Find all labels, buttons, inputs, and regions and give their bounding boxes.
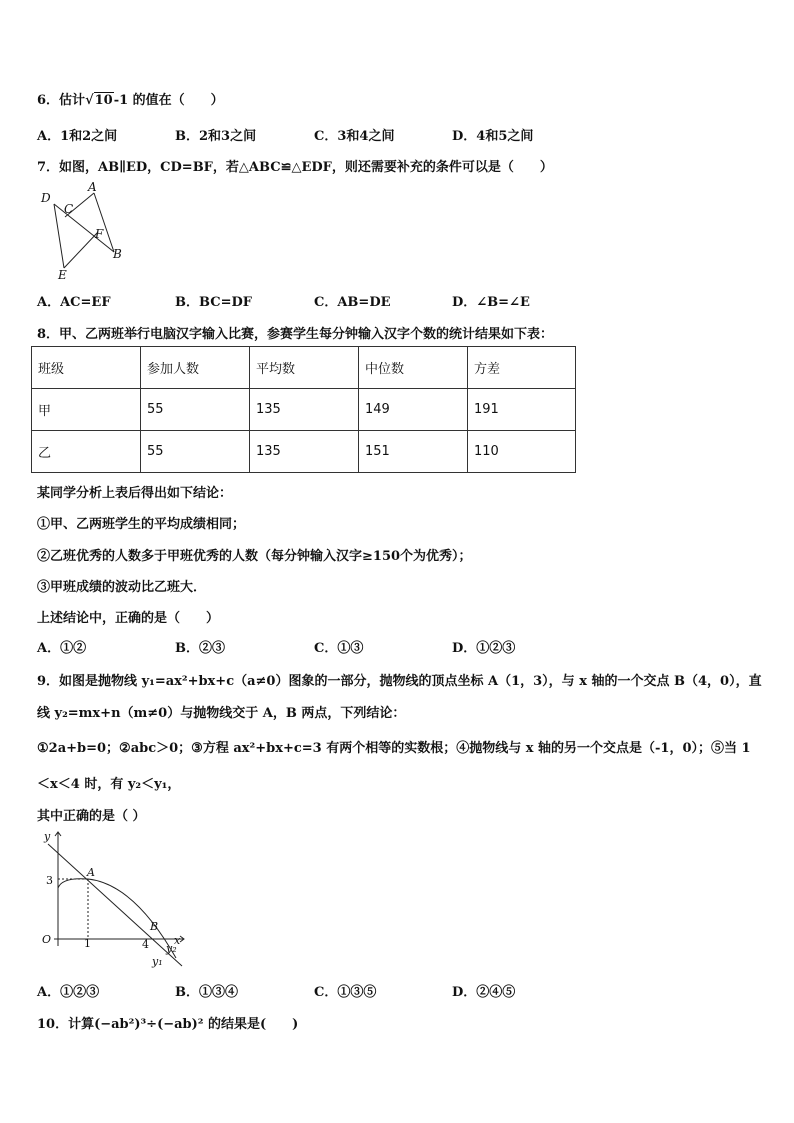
q8-option-a[interactable]: A．①② xyxy=(37,641,87,656)
label-point-a: A xyxy=(87,866,95,879)
q10-stem: 10．计算(−ab²)³÷(−ab)² 的结果是( ) xyxy=(37,1017,299,1032)
label-a: A xyxy=(88,180,97,194)
q6-stem-after: -1 的值在（ ） xyxy=(113,93,224,108)
label-axis-x: x xyxy=(174,934,181,947)
q8-conclusion-1: ①甲、乙两班学生的平均成绩相同； xyxy=(37,517,246,532)
table-header-row xyxy=(32,347,576,389)
q9-stem-line3: ①2a+b=0；②abc＞0；③方程 ax²+bx+c=3 有两个相等的实数根；④抛物线与 x 轴的另一个交点是（-1，0）；⑤当 1 xyxy=(37,741,751,756)
q9-parabola-graph xyxy=(36,826,186,970)
segment-ab xyxy=(94,193,114,252)
label-y1: y₁ xyxy=(152,955,163,968)
q9-stem-line2: 线 y₂=mx+n（m≠0）与抛物线交于 A，B 两点，下列结论： xyxy=(37,706,406,721)
table-cell: 135 xyxy=(250,431,359,473)
q7-option-d[interactable]: D．∠B=∠E xyxy=(452,295,530,310)
q9-question: 其中正确的是（ ） xyxy=(37,809,146,824)
line-y2 xyxy=(48,844,182,966)
label-four: 4 xyxy=(142,938,149,951)
table-cell: 191 xyxy=(468,389,576,431)
parabola-curve xyxy=(58,879,176,958)
q6-option-b[interactable]: B．2和3之间 xyxy=(175,129,257,144)
label-three: 3 xyxy=(46,874,53,887)
table-cell: 甲 xyxy=(32,389,141,431)
label-f: F xyxy=(95,227,104,241)
q7-option-a[interactable]: A．AC=EF xyxy=(37,295,111,310)
q6-option-d[interactable]: D．4和5之间 xyxy=(452,129,534,144)
q6-stem xyxy=(37,89,224,108)
table-cell: 135 xyxy=(250,389,359,431)
table-header-cell: 平均数 xyxy=(250,347,359,389)
label-y2: y₂ xyxy=(166,942,177,955)
segment-ef xyxy=(64,232,98,268)
label-b: B xyxy=(113,247,122,261)
table-cell: 乙 xyxy=(32,431,141,473)
table-header-cell: 班级 xyxy=(32,347,141,389)
table-header-cell: 参加人数 xyxy=(141,347,250,389)
q7-option-c[interactable]: C．AB=DE xyxy=(314,295,391,310)
q9-option-d[interactable]: D．②④⑤ xyxy=(452,985,516,1000)
q9-option-b[interactable]: B．①③④ xyxy=(175,985,238,1000)
q9-option-a[interactable]: A．①②③ xyxy=(37,985,100,1000)
q8-option-b[interactable]: B．②③ xyxy=(175,641,225,656)
table-cell: 110 xyxy=(468,431,576,473)
table-row xyxy=(32,389,576,431)
table-cell: 151 xyxy=(359,431,468,473)
q9-stem-line4: ＜x＜4 时，有 y₂＜y₁， xyxy=(37,777,181,792)
q8-analysis-intro: 某同学分析上表后得出如下结论： xyxy=(37,486,233,501)
q9-stem-line1: 9．如图是抛物线 y₁=ax²+bx+c（a≠0）图象的一部分，抛物线的顶点坐标 A（1，3），与 x 轴的一个交点 B（4，0），直 xyxy=(37,674,762,689)
table-header-cell: 中位数 xyxy=(359,347,468,389)
q8-stem: 8．甲、乙两班举行电脑汉字输入比赛，参赛学生每分钟输入汉字个数的统计结果如下表： xyxy=(37,327,554,342)
label-e: E xyxy=(58,268,67,282)
q7-geometry-figure xyxy=(36,180,136,282)
table-row xyxy=(32,431,576,473)
q9-option-c[interactable]: C．①③⑤ xyxy=(314,985,377,1000)
table-cell: 55 xyxy=(141,389,250,431)
segment-de xyxy=(54,204,64,268)
q8-option-d[interactable]: D．①②③ xyxy=(452,641,516,656)
q8-option-c[interactable]: C．①③ xyxy=(314,641,364,656)
label-origin: O xyxy=(42,933,52,946)
label-d: D xyxy=(41,191,51,205)
q7-option-b[interactable]: B．BC=DF xyxy=(175,295,252,310)
sqrt-symbol: √10 xyxy=(85,93,113,108)
q8-conclusion-3: ③甲班成绩的波动比乙班大． xyxy=(37,580,207,595)
q6-stem-before: 估计 xyxy=(59,93,86,108)
q6-radicand: 10 xyxy=(94,93,113,108)
table-cell: 55 xyxy=(141,431,250,473)
q8-stats-table xyxy=(31,346,576,473)
label-point-b: B xyxy=(150,920,159,933)
label-c: C xyxy=(64,202,74,216)
q8-conclusion-2: ②乙班优秀的人数多于甲班优秀的人数（每分钟输入汉字≥150个为优秀）； xyxy=(37,549,472,564)
label-one: 1 xyxy=(84,937,91,950)
q8-question: 上述结论中，正确的是（ ） xyxy=(37,611,220,626)
label-axis-y: y xyxy=(44,830,51,843)
table-header-cell: 方差 xyxy=(468,347,576,389)
q6-number: 6． xyxy=(37,93,60,108)
q7-stem: 7．如图，AB∥ED，CD=BF，若△ABC≌△EDF，则还需要补充的条件可以是（ ） xyxy=(37,160,553,175)
q6-option-a[interactable]: A．1和2之间 xyxy=(37,129,118,144)
q6-option-c[interactable]: C．3和4之间 xyxy=(314,129,395,144)
segment-db xyxy=(54,204,114,252)
table-cell: 149 xyxy=(359,389,468,431)
